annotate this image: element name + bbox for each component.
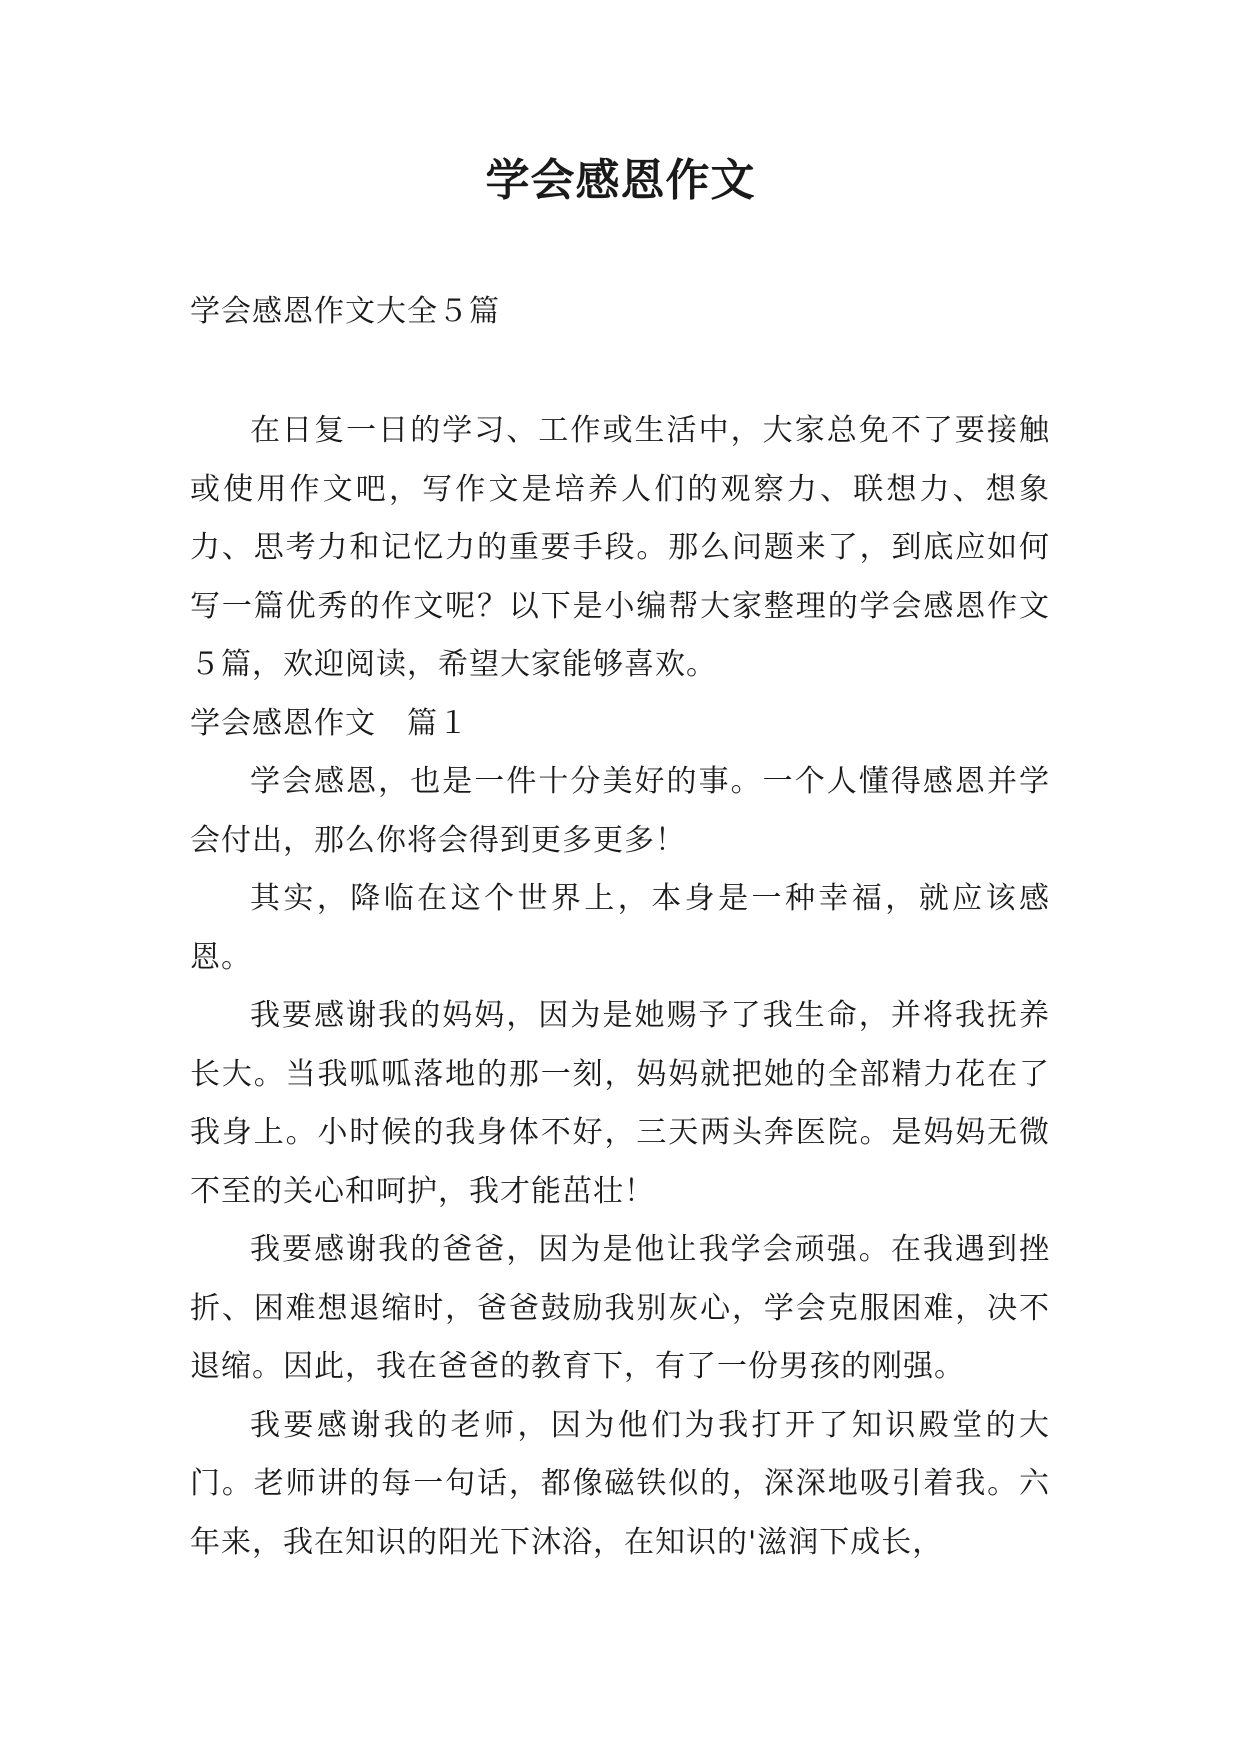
document-title: 学会感恩作文 bbox=[485, 155, 756, 206]
body-paragraph: 我要感谢我的爸爸，因为是他让我学会顽强。在我遇到挫折、困难想退缩时，爸爸鼓励我别灰心，学会克服困难，决不退缩。因此，我在爸爸的教育下，有了一份男孩的刚强。 bbox=[190, 1232, 1050, 1384]
body-paragraph: 学会感恩，也是一件十分美好的事。一个人懂得感恩并学会付出，那么你将会得到更多更多！ bbox=[190, 764, 1050, 858]
section-heading: 学会感恩作文 篇１ bbox=[190, 705, 469, 741]
document-subtitle: 学会感恩作文大全５篇 bbox=[190, 294, 500, 329]
body-paragraph: 其实，降临在这个世界上，本身是一种幸福，就应该感恩。 bbox=[190, 881, 1050, 975]
body-paragraph: 我要感谢我的老师，因为他们为我打开了知识殿堂的大门。老师讲的每一句话，都像磁铁似的，深深地吸引着我。六年来，我在知识的阳光下沐浴，在知识的'滋润下成长， bbox=[190, 1407, 1050, 1560]
document-body bbox=[190, 402, 1050, 1572]
intro-paragraph: 在日复一日的学习、工作或生活中，大家总免不了要接触或使用作文吧，写作文是培养人们的观察力、联想力、想象力、思考力和记忆力的重要手段。那么问题来了，到底应如何写一篇优秀的作文呢？以下是小编帮大家整理的学会感恩作文５篇，欢迎阅读，希望大家能够喜欢。 bbox=[190, 413, 1050, 682]
body-paragraph: 我要感谢我的妈妈，因为是她赐予了我生命，并将我抚养长大。当我呱呱落地的那一刻，妈妈就把她的全部精力花在了我身上。小时候的我身体不好，三天两头奔医院。是妈妈无微不至的关心和呵护，我才能茁壮！ bbox=[190, 998, 1050, 1209]
